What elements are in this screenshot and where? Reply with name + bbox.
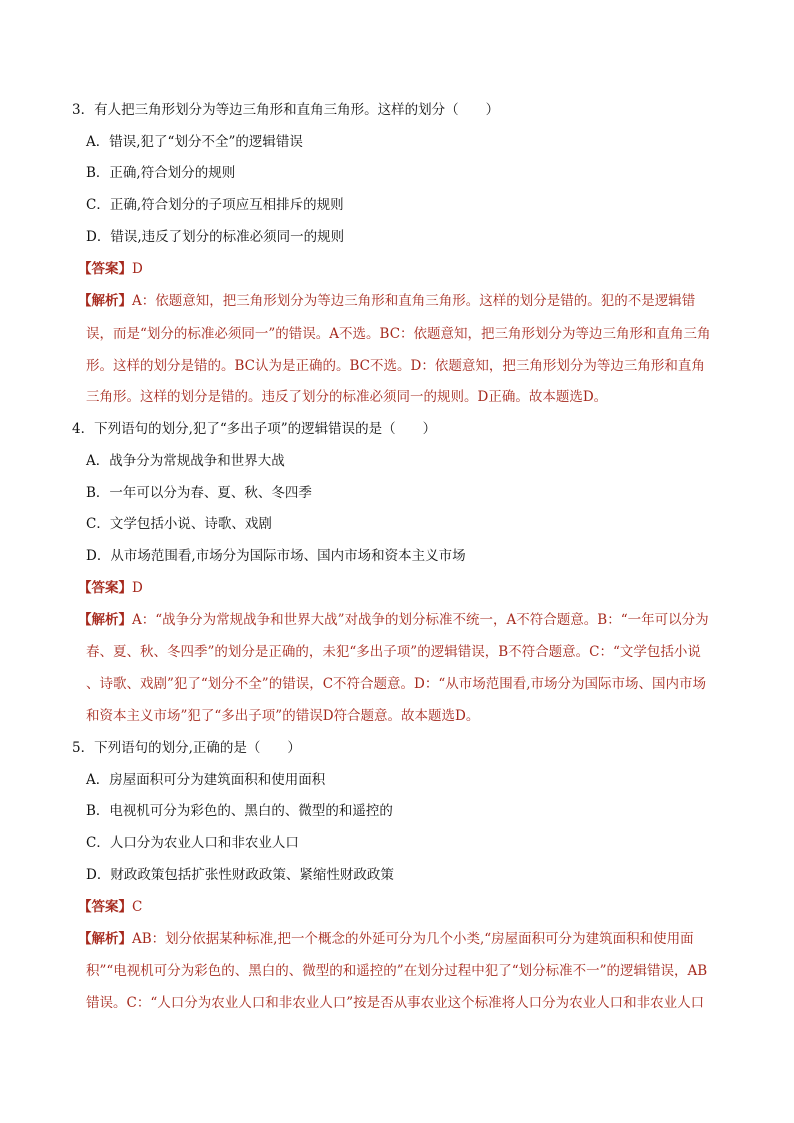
question-5-option-b: B．电视机可分为彩色的、黑白的、微型的和遥控的 — [86, 803, 393, 819]
question-3-analysis-line-4: 三角形。这样的划分是错的。违反了划分的标准必须同一的规则。D正确。故本题选D。 — [86, 389, 608, 405]
answer-value: D — [132, 580, 143, 596]
question-5-option-a: A．房屋面积可分为建筑面积和使用面积 — [86, 772, 326, 788]
question-3-analysis-line-2: 误，而是“划分的标准必须同一”的错误。A不选。BC：依题意知，把三角形划分为等边三角形和直角三角 — [86, 326, 711, 342]
analysis-label: 【解析】 — [78, 293, 132, 309]
question-4-answer — [78, 579, 143, 597]
question-3-option-c: C．正确,符合划分的子项应互相排斥的规则 — [86, 197, 344, 213]
question-5-option-d: D．财政政策包括扩张性财政政策、紧缩性财政政策 — [86, 867, 394, 883]
question-4-analysis-line-1 — [78, 611, 709, 629]
question-5-analysis-line-2: 积”“电视机可分为彩色的、黑白的、微型的和遥控的”在划分过程中犯了“划分标准不一”的逻辑错误，AB — [86, 963, 708, 979]
question-4-option-b: B．一年可以分为春、夏、秋、冬四季 — [86, 485, 312, 501]
answer-label: 【答案】 — [78, 261, 132, 277]
question-3-stem: 3．有人把三角形划分为等边三角形和直角三角形。这样的划分（ ） — [72, 102, 500, 118]
analysis-label: 【解析】 — [78, 612, 132, 628]
analysis-label: 【解析】 — [78, 931, 132, 947]
question-3-option-b: B．正确,符合划分的规则 — [86, 165, 236, 181]
question-4-option-c: C．文学包括小说、诗歌、戏剧 — [86, 516, 272, 532]
question-3-analysis-line-3: 形。这样的划分是错的。BC认为是正确的。BC不选。D：依题意知，把三角形划分为等边三角形和直角 — [86, 358, 705, 374]
question-4-analysis-line-4: 和资本主义市场”犯了“多出子项”的错误D符合题意。故本题选D。 — [86, 708, 480, 724]
analysis-text: AB：划分依据某种标准,把一个概念的外延可分为几个小类,“房屋面积可分为建筑面积和使用面 — [132, 931, 694, 947]
answer-label: 【答案】 — [78, 580, 132, 596]
question-3-analysis-line-1 — [78, 292, 695, 310]
question-3-option-a: A．错误,犯了“划分不全”的逻辑错误 — [86, 134, 303, 150]
question-4-analysis-line-3: 、诗歌、戏剧”犯了“划分不全”的错误，C不符合题意。D：“从市场范围看,市场分为国际市场、国内市场 — [86, 676, 707, 692]
question-4-analysis-line-2: 春、夏、秋、冬四季”的划分是正确的，未犯“多出子项”的逻辑错误，B不符合题意。C：“文学包括小说 — [86, 644, 701, 660]
answer-label: 【答案】 — [78, 899, 132, 915]
question-5-answer — [78, 898, 142, 916]
question-4-stem: 4．下列语句的划分,犯了“多出子项”的逻辑错误的是（ ） — [72, 421, 437, 437]
question-5-analysis-line-1 — [78, 930, 694, 948]
question-5-option-c: C．人口分为农业人口和非农业人口 — [86, 835, 299, 851]
answer-value: C — [132, 899, 143, 915]
question-5-stem: 5．下列语句的划分,正确的是（ ） — [72, 740, 301, 756]
question-4-option-a: A．战争分为常规战争和世界大战 — [86, 453, 285, 469]
question-3-answer — [78, 260, 143, 278]
answer-value: D — [132, 261, 143, 277]
question-4-option-d: D．从市场范围看,市场分为国际市场、国内市场和资本主义市场 — [86, 548, 466, 564]
question-3-option-d: D．错误,违反了划分的标准必须同一的规则 — [86, 229, 345, 245]
analysis-text: A：“战争分为常规战争和世界大战”对战争的划分标准不统一，A不符合题意。B：“一年可以分为 — [132, 612, 709, 628]
analysis-text: A：依题意知，把三角形划分为等边三角形和直角三角形。这样的划分是错的。犯的不是逻辑错 — [132, 293, 696, 309]
question-5-analysis-line-3: 错误。C：“人口分为农业人口和非农业人口”按是否从事农业这个标准将人口分为农业人口和非农业人口 — [86, 995, 705, 1011]
